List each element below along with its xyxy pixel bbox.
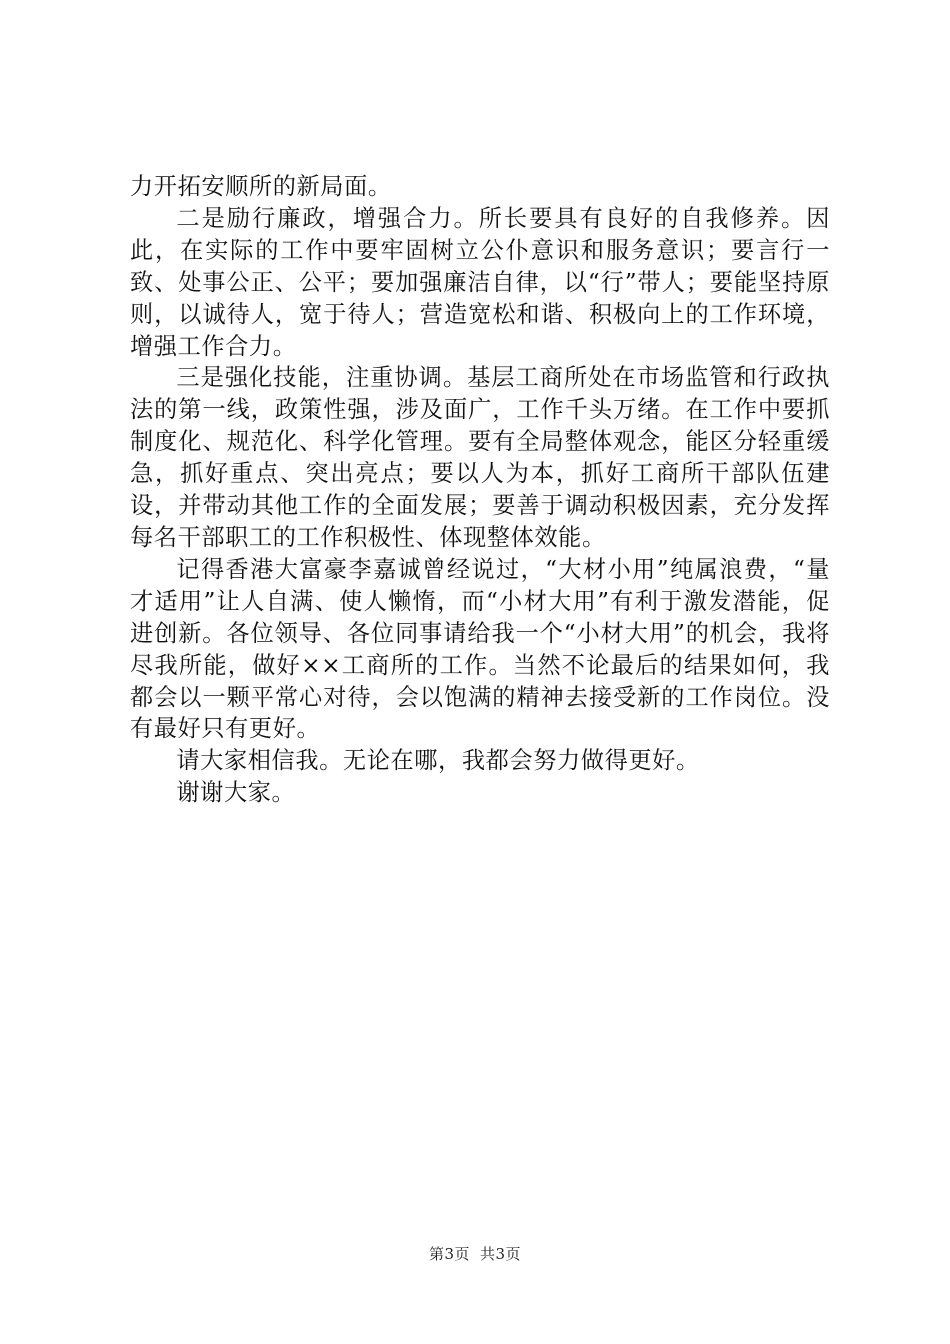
- page-footer: [0, 1244, 950, 1264]
- page-total: 共3页: [480, 1245, 522, 1263]
- paragraph-integrity: 二是励行廉政，增强合力。所长要具有良好的自我修养。因此，在实际的工作中要牢固树立公仆意识和服务意识；要言行一致、处事公正、公平；要加强廉洁自律，以“行”带人；要能坚持原则，以诚待人，宽于待人；营造宽松和谐、积极向上的工作环境，增强工作合力。: [130, 204, 830, 360]
- paragraph-continuation: 力开拓安顺所的新局面。: [130, 173, 392, 200]
- paragraph-trust: 请大家相信我。无论在哪，我都会努力做得更好。: [176, 747, 700, 775]
- paragraph-thanks: 谢谢大家。: [176, 779, 296, 807]
- paragraph-li-ka-shing: 记得香港大富豪李嘉诚曾经说过，“大材小用”纯属浪费，“量才适用”让人自满、使人懒惰，而“小材大用”有利于激发潜能，促进创新。各位领导、各位同事请给我一个“小材大用”的机会，我将尽我所能，做好××工商所的工作。当然不论最后的结果如何，我都会以一颗平常心对待，会以饱满的精神去接受新的工作岗位。没有最好只有更好。: [130, 555, 830, 743]
- paragraph-skills: 三是强化技能，注重协调。基层工商所处在市场监管和行政执法的第一线，政策性强，涉及面广，工作千头万绪。在工作中要抓制度化、规范化、科学化管理。要有全局整体观念，能区分轻重缓急，抓好重点、突出亮点；要以人为本，抓好工商所干部队伍建设，并带动其他工作的全面发展；要善于调动积极因素，充分发挥每名干部职工的工作积极性、体现整体效能。: [130, 364, 830, 551]
- document-body: [130, 171, 830, 809]
- page-number: 第3页: [428, 1245, 470, 1263]
